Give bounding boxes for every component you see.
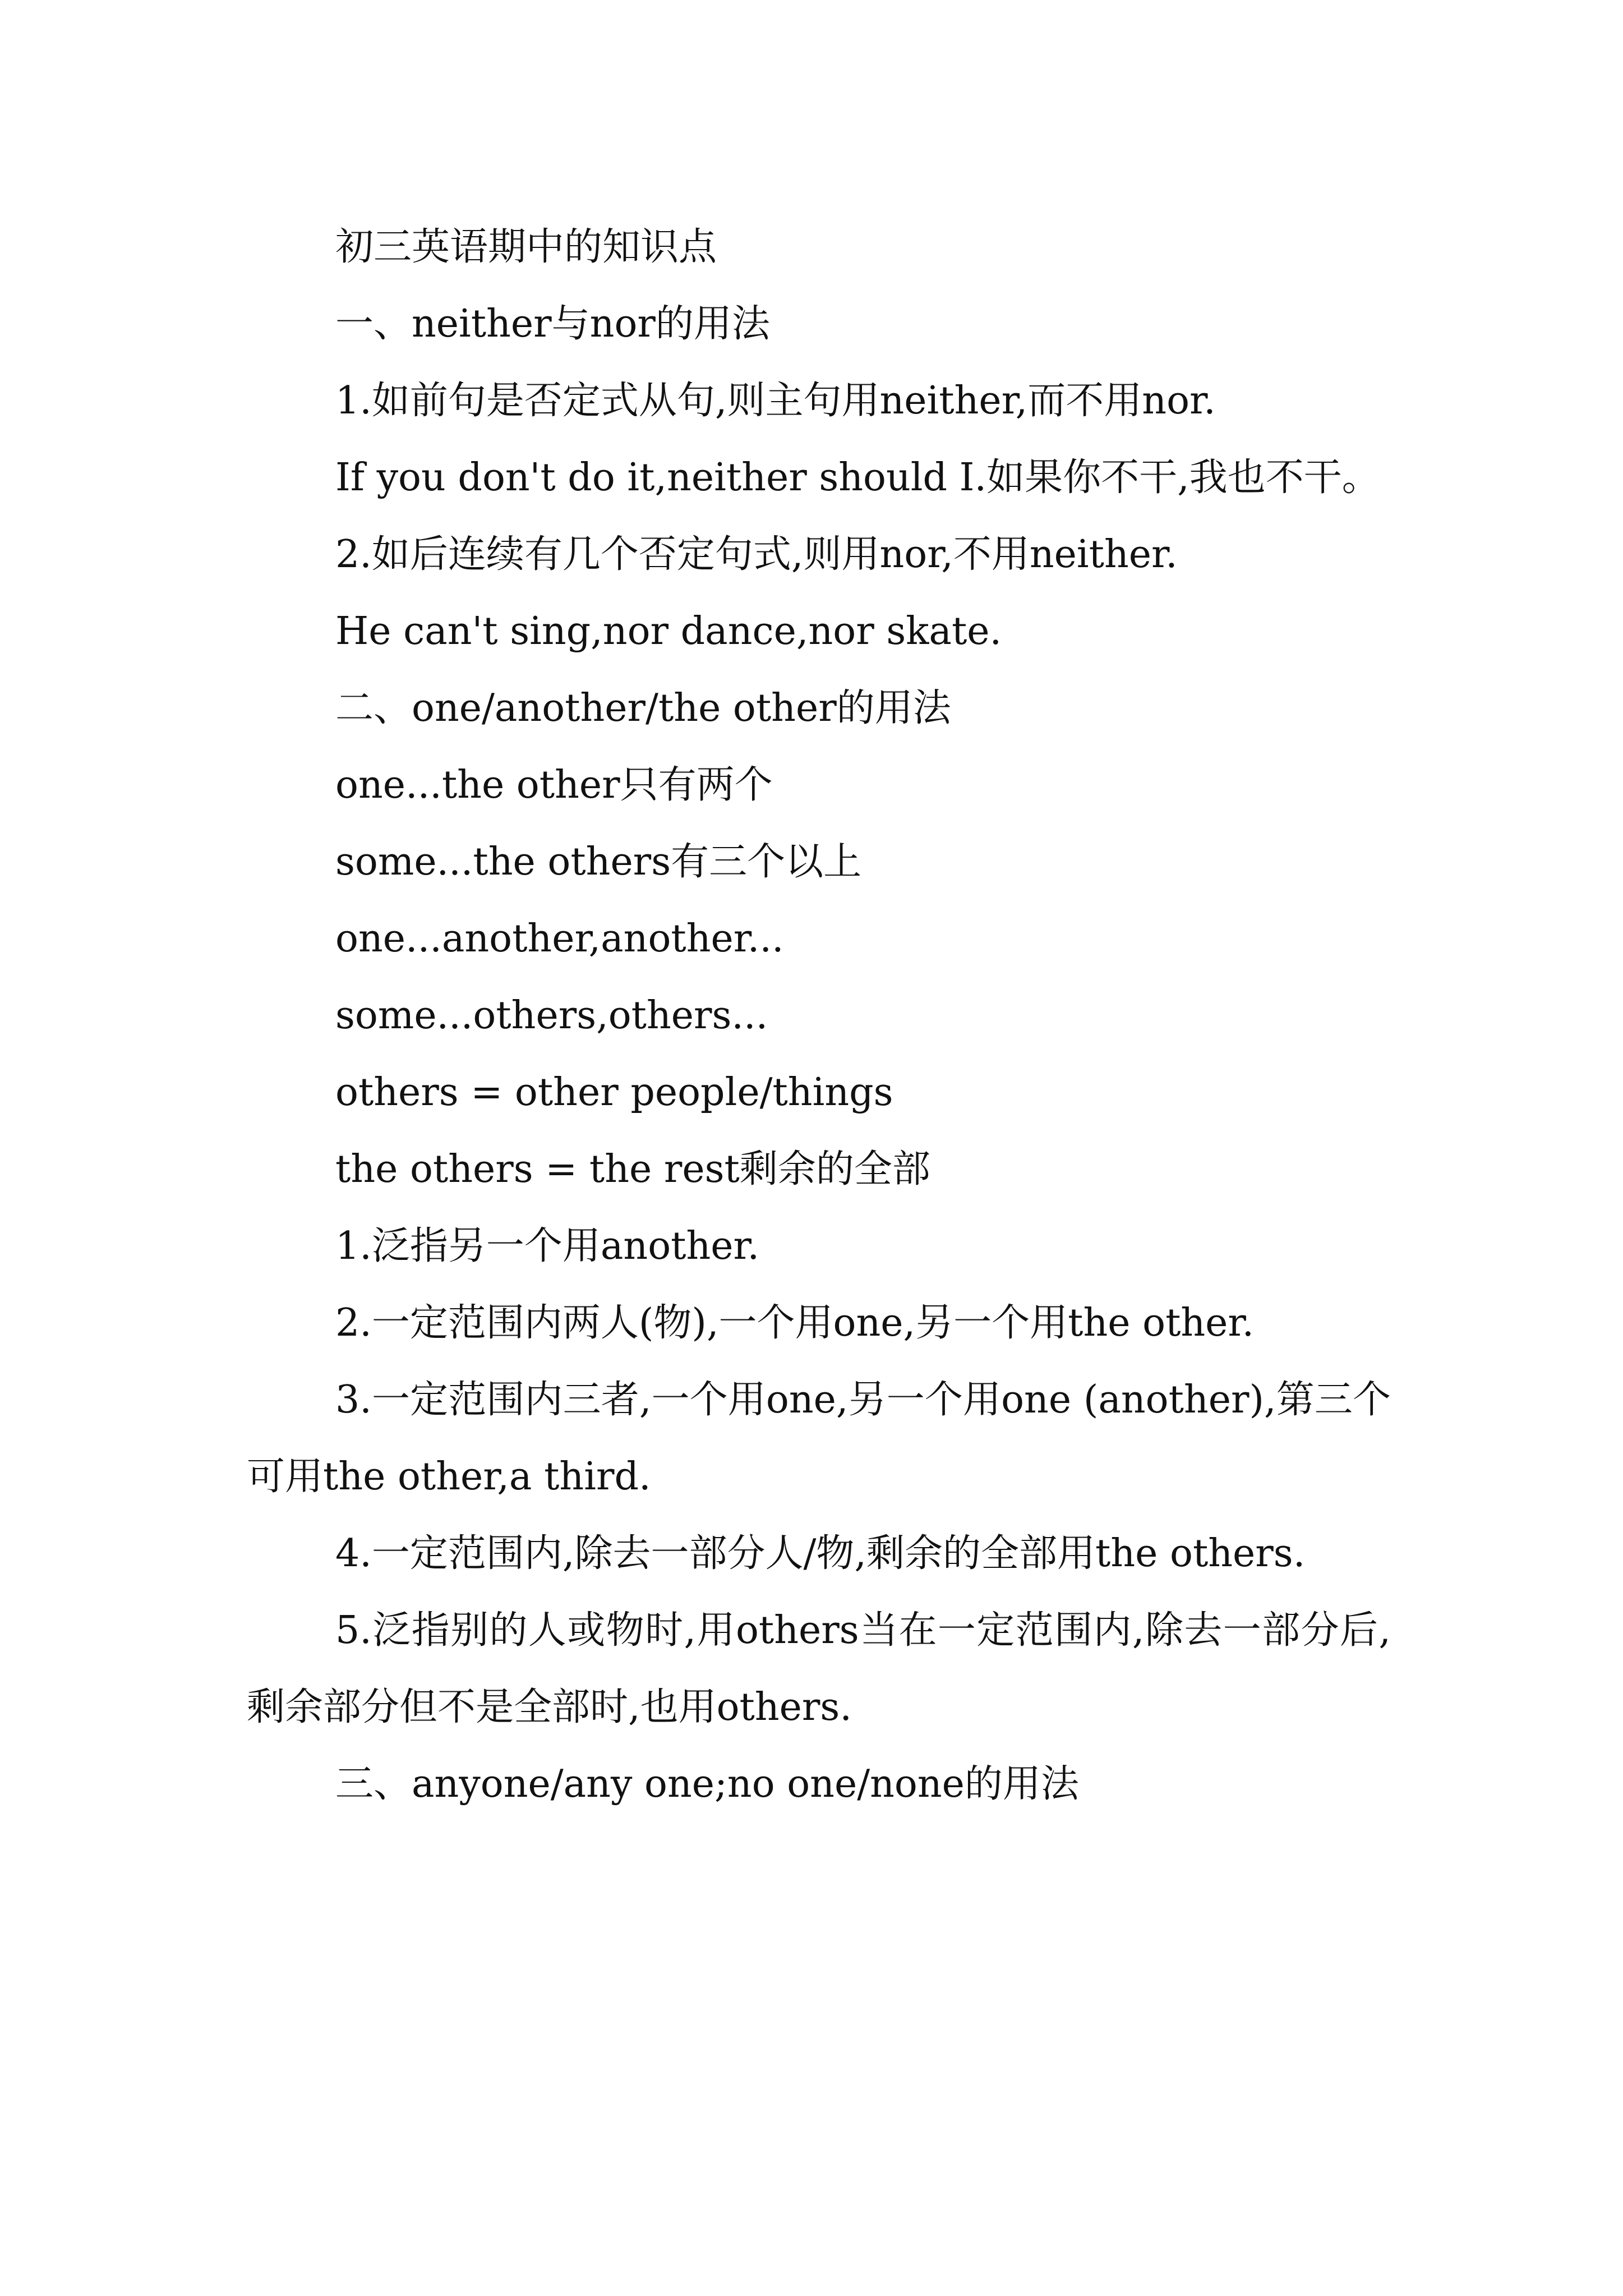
document-title: 初三英语期中的知识点 — [335, 225, 717, 269]
example-sentence: If you don't do it,neither should I.如果你不干,我也不干。 — [335, 455, 1380, 500]
document-body — [247, 209, 1391, 1823]
paragraph: others = other people/things — [335, 1070, 893, 1115]
paragraph: some...the others有三个以上 — [335, 840, 862, 884]
rule-item: 2.一定范围内两人(物),一个用one,另一个用the other. — [335, 1301, 1255, 1345]
rule-item: 5.泛指别的人或物时,用others当在一定范围内,除去一部分后,剩余部分但不是全部时,也用others. — [247, 1608, 1391, 1729]
paragraph: some...others,others... — [335, 993, 768, 1038]
rule-item: 1.泛指另一个用another. — [335, 1224, 760, 1268]
example-sentence: He can't sing,nor dance,nor skate. — [335, 609, 1002, 654]
section-heading-1: 一、neither与nor的用法 — [335, 302, 770, 346]
rule-item: 4.一定范围内,除去一部分人/物,剩余的全部用the others. — [335, 1531, 1306, 1576]
section-heading-3: 三、anyone/any one;no one/none的用法 — [335, 1762, 1079, 1806]
section-heading-2: 二、one/another/the other的用法 — [335, 686, 951, 730]
paragraph: one...another,another... — [335, 917, 784, 961]
paragraph: one...the other只有两个 — [335, 763, 773, 807]
paragraph: the others = the rest剩余的全部 — [335, 1147, 930, 1191]
paragraph: 1.如前句是否定式从句,则主句用neither,而不用nor. — [335, 379, 1216, 423]
rule-item: 3.一定范围内三者,一个用one,另一个用one (another),第三个可用the other,a third. — [247, 1378, 1391, 1499]
paragraph: 2.如后连续有几个否定句式,则用nor,不用neither. — [335, 532, 1178, 577]
